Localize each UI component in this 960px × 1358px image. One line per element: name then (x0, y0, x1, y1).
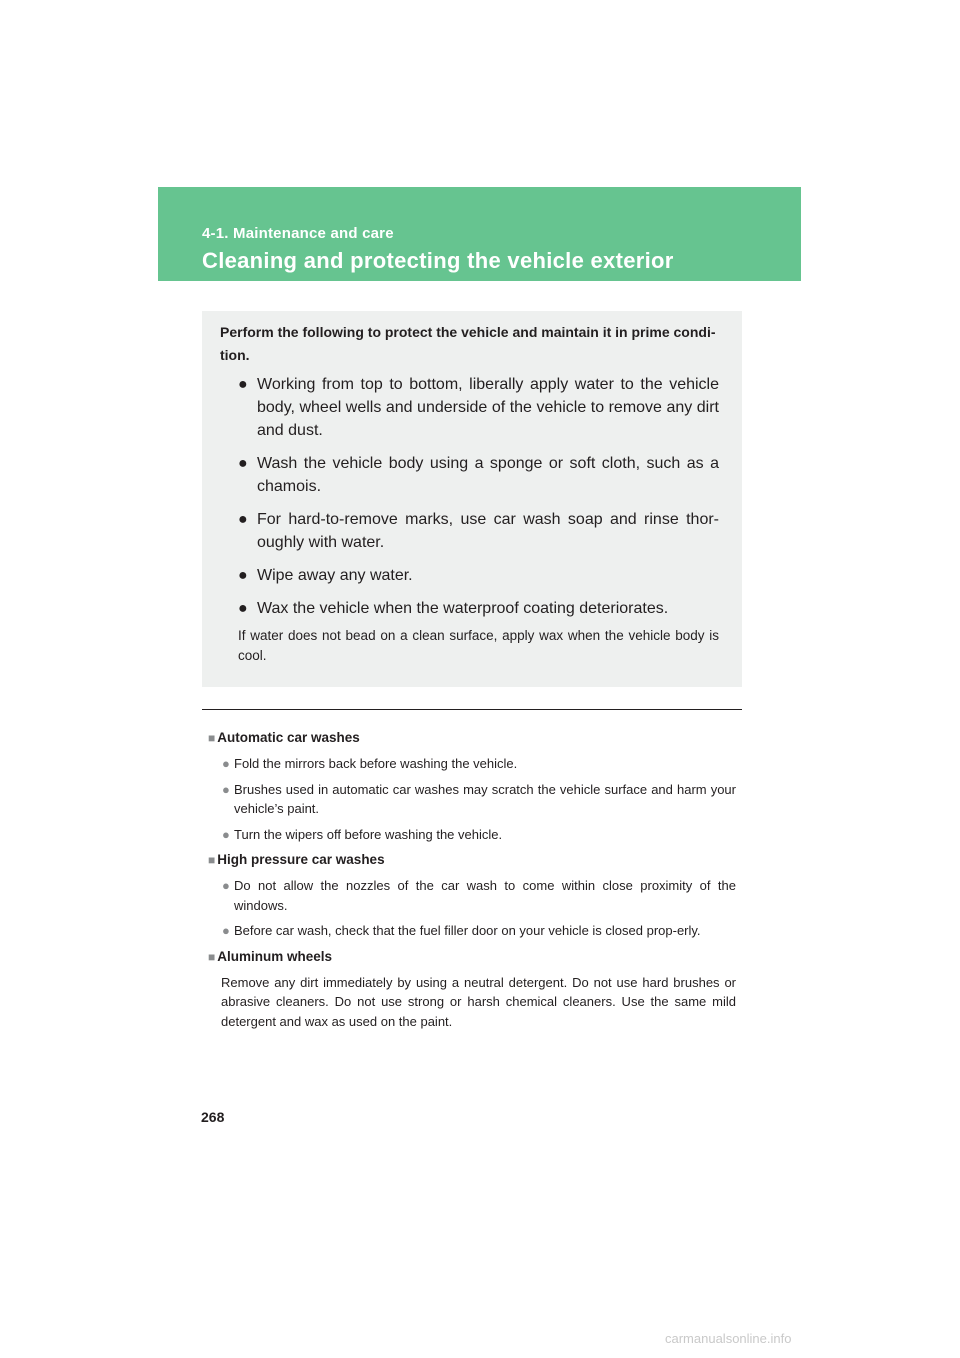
bullet-icon: ● (238, 511, 248, 528)
bullet-icon: ● (222, 756, 230, 771)
list-item-text: Brushes used in automatic car washes may scratch the vehicle surface and harm your vehicle’s paint. (234, 781, 736, 816)
list-item (208, 921, 736, 941)
step-item (238, 508, 719, 554)
heading-text: Aluminum wheels (217, 948, 333, 964)
step-text: For hard-to-remove marks, use car wash soap and rinse thor-oughly with water. (257, 511, 719, 551)
step-item (238, 452, 719, 498)
bullet-icon: ● (222, 878, 230, 893)
list-item (208, 754, 736, 774)
intro-note: If water does not bead on a clean surface, apply wax when the vehicle body is cool. (238, 628, 719, 663)
paragraph: Remove any dirt immediately by using a neutral detergent. Do not use hard brushes or abrasive cleaners. Do not use strong or harsh chemical cleaners. Use the same mild detergent and wax as used on the paint. (221, 974, 736, 1029)
bullet-icon: ● (222, 826, 230, 842)
list-item (208, 876, 736, 915)
info-content (208, 728, 736, 1037)
step-text: Wax the vehicle when the waterproof coating deteriorates. (257, 600, 669, 617)
bullet-icon: ● (222, 923, 230, 938)
section-divider (202, 709, 742, 710)
step-text: Wipe away any water. (257, 567, 413, 584)
heading-aluminum-wheels (208, 947, 736, 967)
bullet-icon: ● (222, 781, 230, 797)
watermark: carmanualsonline.info (665, 1331, 792, 1346)
list-item-text: Before car wash, check that the fuel filler door on your vehicle is closed prop-erly. (234, 923, 701, 938)
square-icon: ■ (208, 949, 216, 964)
bullet-icon: ● (238, 376, 248, 393)
bullet-icon: ● (238, 600, 248, 617)
heading-text: Automatic car washes (217, 730, 360, 745)
heading-automatic-car-washes (208, 728, 736, 748)
square-icon: ■ (208, 731, 216, 745)
intro-box (202, 311, 742, 687)
bullet-icon: ● (238, 567, 248, 584)
header-band (158, 187, 801, 281)
page-title: Cleaning and protecting the vehicle exterior (202, 248, 674, 273)
intro-text: Perform the following to protect the vehicle and maintain it in prime condi-tion. (220, 324, 716, 363)
step-text: Working from top to bottom, liberally apply water to the vehicle body, wheel wells and underside of the vehicle to remove any dirt and dust. (257, 376, 719, 439)
list-item (208, 825, 736, 845)
list-item-text: Fold the mirrors back before washing the vehicle. (234, 756, 518, 771)
section-label: 4-1. Maintenance and care (202, 225, 394, 242)
heading-text: High pressure car washes (217, 852, 385, 867)
page-number: 268 (201, 1109, 225, 1125)
heading-high-pressure-car-washes (208, 850, 736, 870)
step-text: Wash the vehicle body using a sponge or soft cloth, such as a chamois. (257, 455, 719, 495)
step-item (238, 373, 719, 442)
steps-list (238, 373, 719, 630)
step-item (238, 597, 719, 620)
list-item-text: Do not allow the nozzles of the car wash to come within close proximity of the windows. (234, 878, 736, 913)
bullet-icon: ● (238, 455, 248, 472)
step-item (238, 564, 719, 587)
list-item (208, 780, 736, 819)
list-item-text: Turn the wipers off before washing the vehicle. (234, 826, 503, 842)
square-icon: ■ (208, 853, 216, 867)
